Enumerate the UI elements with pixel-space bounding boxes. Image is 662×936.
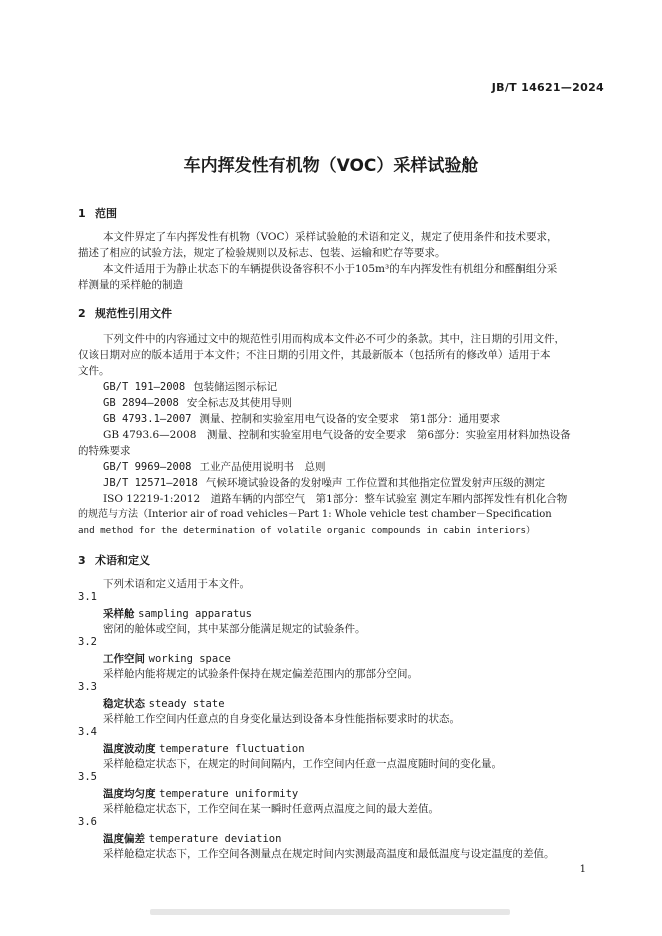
section-number: 2 (78, 307, 86, 320)
reference-title: 安全标志及其使用导则 (186, 397, 292, 409)
reference-item (103, 395, 292, 410)
reference-item-continuation: 的规范与方法（Interior air of road vehicles－Part 1: Whole vehicle test chamber－Specification (78, 509, 552, 520)
term-definition: 采样舱工作空间内任意点的自身变化量达到设备本身性能指标要求时的状态。 (103, 713, 460, 725)
reference-item-continuation: and method for the determination of volatile organic compounds in cabin interiors） (78, 525, 536, 536)
term-zh: 温度偏差 (103, 833, 145, 845)
reference-code: GB/T 9969—2008 (103, 461, 192, 473)
clause-number: 3.3 (78, 681, 97, 693)
clause-number: 3.1 (78, 591, 97, 603)
reference-code: GB 2894—2008 (103, 397, 179, 409)
reference-title: 工业产品使用说明书 总则 (199, 461, 326, 473)
paragraph-line: 本文件界定了车内挥发性有机物（VOC）采样试验舱的术语和定义，规定了使用条件和技术要求， (103, 231, 558, 243)
term-definition: 密闭的舱体或空间，其中某部分能满足规定的试验条件。 (103, 623, 366, 635)
clause-number: 3.6 (78, 816, 97, 828)
term-definition: 采样舱稳定状态下，在规定的时间间隔内，工作空间内任意一点温度随时间的变化量。 (103, 758, 502, 770)
document-title: 车内挥发性有机物（VOC）采样试验舱 (183, 156, 479, 176)
term-zh: 温度均匀度 (103, 788, 156, 800)
paragraph-line: 描述了相应的试验方法，规定了检验规则以及标志、包装、运输和贮存等要求。 (78, 247, 446, 259)
paragraph-line: 样测量的采样舱的制造 (78, 279, 183, 291)
paragraph-line: 下列文件中的内容通过文中的规范性引用而构成本文件必不可少的条款。其中，注日期的引用文件， (103, 333, 565, 345)
reference-title: 测量、控制和实验室用电气设备的安全要求 第1部分：通用要求 (199, 413, 501, 425)
term-en: temperature fluctuation (159, 743, 305, 755)
term-definition: 采样舱稳定状态下，工作空间各测量点在规定时间内实测最高温度和最低温度与设定温度的差值。 (103, 848, 555, 860)
reference-item: GB 4793.6—2008 测量、控制和实验室用电气设备的安全要求 第6部分：实验室用材料加热设备 (103, 429, 571, 441)
reference-item (103, 475, 545, 490)
term-heading (103, 786, 298, 801)
reference-title: 包装储运图示标记 (193, 381, 278, 393)
clause-number: 3.4 (78, 726, 97, 738)
reference-title: 气候环境试验设备的发射噪声 工作位置和其他指定位置发射声压级的测定 (205, 477, 546, 489)
standard-code: JB/T 14621—2024 (491, 81, 604, 94)
section-2-heading (78, 305, 172, 321)
section-title: 术语和定义 (95, 554, 150, 567)
term-zh: 稳定状态 (103, 698, 145, 710)
section-number: 1 (78, 207, 86, 220)
footer-watermark (150, 906, 510, 918)
section-3-heading (78, 552, 150, 568)
reference-item (103, 459, 326, 474)
term-zh: 工作空间 (103, 653, 145, 665)
paragraph-line: 下列术语和定义适用于本文件。 (103, 578, 250, 590)
reference-code: GB/T 191—2008 (103, 381, 186, 393)
term-definition: 采样舱内能将规定的试验条件保持在规定偏差范围内的那部分空间。 (103, 668, 418, 680)
term-heading (103, 831, 281, 846)
section-title: 范围 (95, 207, 117, 220)
section-1-heading (78, 205, 117, 221)
reference-item (103, 379, 277, 394)
term-heading (103, 741, 305, 756)
reference-code: GB 4793.1—2007 (103, 413, 192, 425)
section-title: 规范性引用文件 (95, 307, 172, 320)
section-number: 3 (78, 554, 86, 567)
paragraph-line: 本文件适用于为静止状态下的车辆提供设备容积不小于105m³的车内挥发性有机组分和醛酮组分采 (103, 263, 558, 275)
term-definition: 采样舱稳定状态下，工作空间在某一瞬时任意两点温度之间的最大差值。 (103, 803, 439, 815)
reference-code: JB/T 12571—2018 (103, 477, 198, 489)
reference-item-continuation: 的特殊要求 (78, 445, 131, 457)
term-en: temperature deviation (148, 833, 282, 845)
paragraph-line: 文件。 (78, 365, 110, 377)
clause-number: 3.5 (78, 771, 97, 783)
term-en: temperature uniformity (159, 788, 299, 800)
term-zh: 采样舱 (103, 608, 135, 620)
paragraph-line: 仅该日期对应的版本适用于本文件；不注日期的引用文件，其最新版本（包括所有的修改单）适用于本 (78, 349, 551, 361)
term-en: working space (148, 653, 231, 665)
term-en: sampling apparatus (138, 608, 252, 620)
clause-number: 3.2 (78, 636, 97, 648)
reference-item (103, 411, 500, 426)
term-heading (103, 606, 252, 621)
reference-item: ISO 12219-1:2012 道路车辆的内部空气 第1部分：整车试验室 测定车厢内部挥发性有机化合物 (103, 493, 568, 505)
term-en: steady state (148, 698, 225, 710)
term-heading (103, 696, 225, 711)
term-heading (103, 651, 231, 666)
term-zh: 温度波动度 (103, 743, 156, 755)
page-number: 1 (579, 864, 586, 875)
